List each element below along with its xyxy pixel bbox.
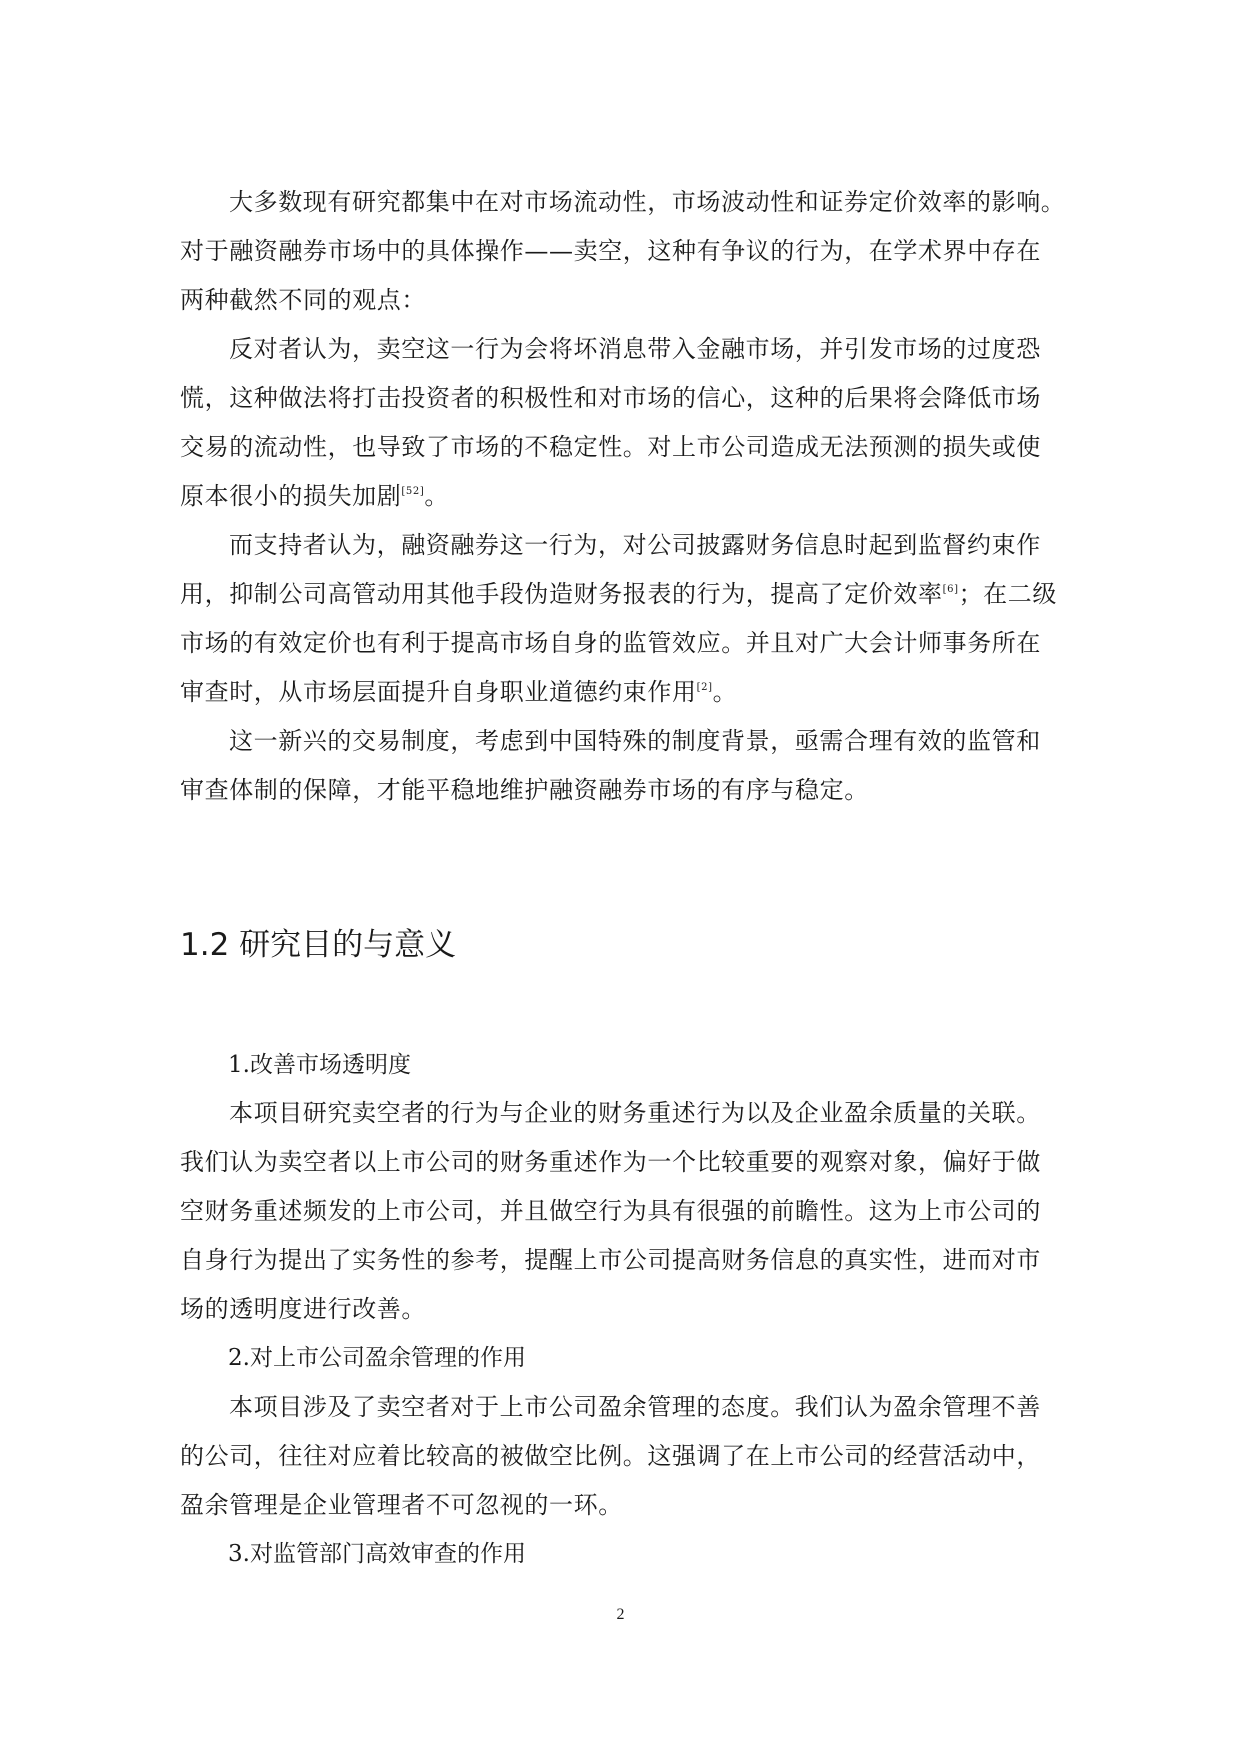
page-number: 2 <box>616 1606 625 1623</box>
para3-line4-end: 。 <box>712 678 738 706</box>
para2-line3: 交易的流动性，也导致了市场的不稳定性。对上市公司造成无法预测的损失或使 <box>180 433 1041 461</box>
item1-line4: 自身行为提出了实务性的参考，提醒上市公司提高财务信息的真实性，进而对市 <box>180 1246 1041 1274</box>
para3-line2-end: ；在二级 <box>958 580 1057 608</box>
para3-line2-text: 用，抑制公司高管动用其他手段伪造财务报表的行为，提高了定价效率 <box>180 580 943 608</box>
citation-6: [6] <box>942 584 959 595</box>
para1-line1: 大多数现有研究都集中在对市场流动性，市场波动性和证券定价效率的影响。 <box>229 188 1066 216</box>
item1-line2: 我们认为卖空者以上市公司的财务重述作为一个比较重要的观察对象，偏好于做 <box>180 1148 1041 1176</box>
item1-line3: 空财务重述频发的上市公司，并且做空行为具有很强的前瞻性。这为上市公司的 <box>180 1197 1041 1225</box>
item2-title: 2.对上市公司盈余管理的作用 <box>228 1345 526 1371</box>
para1-line3: 两种截然不同的观点： <box>180 286 426 314</box>
item1-line5: 场的透明度进行改善。 <box>180 1295 426 1323</box>
para1-line2: 对于融资融券市场中的具体操作——卖空，这种有争议的行为，在学术界中存在 <box>180 237 1041 265</box>
item2-line3: 盈余管理是企业管理者不可忽视的一环。 <box>180 1491 623 1519</box>
para3-line2 <box>180 579 1057 609</box>
para2-line2: 慌，这种做法将打击投资者的积极性和对市场的信心，这种的后果将会降低市场 <box>180 384 1041 412</box>
para2-line4-text: 原本很小的损失加剧 <box>180 482 402 510</box>
para2-line4 <box>180 481 449 511</box>
item1-line1: 本项目研究卖空者的行为与企业的财务重述行为以及企业盈余质量的关联。 <box>229 1099 1041 1127</box>
section-heading: 1.2 研究目的与意义 <box>180 927 457 963</box>
para3-line3: 市场的有效定价也有利于提高市场自身的监管效应。并且对广大会计师事务所在 <box>180 629 1041 657</box>
para3-line4-text: 审查时，从市场层面提升自身职业道德约束作用 <box>180 678 697 706</box>
para3-line1: 而支持者认为，融资融券这一行为，对公司披露财务信息时起到监督约束作 <box>229 531 1041 559</box>
item1-title: 1.改善市场透明度 <box>228 1052 411 1078</box>
para2-line4-end: 。 <box>424 482 449 510</box>
para4-line2: 审查体制的保障，才能平稳地维护融资融券市场的有序与稳定。 <box>180 776 869 804</box>
citation-2: [2] <box>696 682 713 693</box>
para4-line1: 这一新兴的交易制度，考虑到中国特殊的制度背景，亟需合理有效的监管和 <box>229 727 1041 755</box>
para2-line1: 反对者认为，卖空这一行为会将坏消息带入金融市场，并引发市场的过度恐 <box>229 335 1041 363</box>
item2-line2: 的公司，往往对应着比较高的被做空比例。这强调了在上市公司的经营活动中， <box>180 1442 1041 1470</box>
citation-52: [52] <box>401 486 425 497</box>
item3-title: 3.对监管部门高效审查的作用 <box>228 1541 526 1567</box>
item2-line1: 本项目涉及了卖空者对于上市公司盈余管理的态度。我们认为盈余管理不善 <box>229 1393 1041 1421</box>
para3-line4 <box>180 677 737 707</box>
